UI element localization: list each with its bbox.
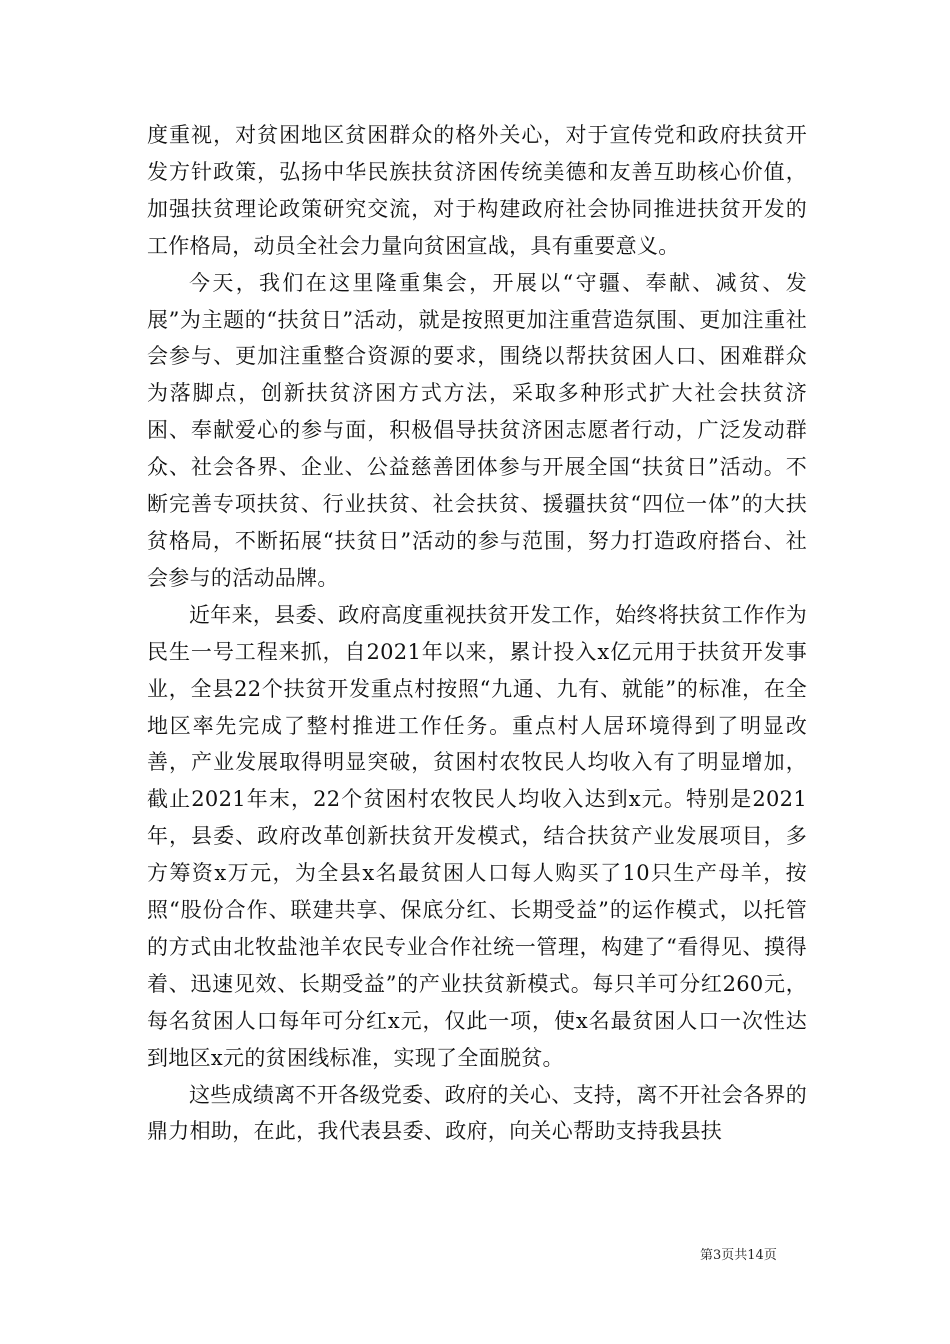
page-number-footer: 第3页共14页 bbox=[700, 1248, 777, 1263]
document-body bbox=[147, 117, 807, 1150]
paragraph-continuation: 度重视，对贫困地区贫困群众的格外关心，对于宣传党和政府扶贫开发方针政策，弘扬中华民族扶贫济困传统美德和友善互助核心价值，加强扶贫理论政策研究交流，对于构建政府社会协同推进扶贫开发的工作格局，动员全社会力量向贫困宣战，具有重要意义。 bbox=[147, 123, 807, 258]
paragraph-recent-achievements: 近年来，县委、政府高度重视扶贫开发工作，始终将扶贫工作作为民生一号工程来抓，自2021年以来，累计投入x亿元用于扶贫开发事业，全县22个扶贫开发重点村按照“九通、九有、就能”的标准，在全地区率先完成了整村推进工作任务。重点村人居环境得到了明显改善，产业发展取得明显突破，贫困村农牧民人均收入有了明显增加，截止2021年末，22个贫困村农牧民人均收入达到x元。特别是2021年，县委、政府改革创新扶贫开发模式，结合扶贫产业发展项目，多方筹资x万元，为全县x名最贫困人口每人购买了10只生产母羊，按照“股份合作、联建共享、保底分红、长期受益”的运作模式，以托管的方式由北牧盐池羊农民专业合作社统一管理，构建了“看得见、摸得着、迅速见效、长期受益”的产业扶贫新模式。每只羊可分红260元，每名贫困人口每年可分红x元，仅此一项，使x名最贫困人口一次性达到地区x元的贫困线标准，实现了全面脱贫。 bbox=[147, 602, 807, 1070]
paragraph-poverty-day-event: 今天，我们在这里隆重集会，开展以“守疆、奉献、减贫、发展”为主题的“扶贫日”活动，就是按照更加注重营造氛围、更加注重社会参与、更加注重整合资源的要求，围绕以帮扶贫困人口、困难群众为落脚点，创新扶贫济困方式方法，采取多种形式扩大社会扶贫济困、奉献爱心的参与面，积极倡导扶贫济困志愿者行动，广泛发动群众、社会各界、企业、公益慈善团体参与开展全国“扶贫日”活动。不断完善专项扶贫、行业扶贫、社会扶贫、援疆扶贫“四位一体”的大扶贫格局，不断拓展“扶贫日”活动的参与范围，努力打造政府搭台、社会参与的活动品牌。 bbox=[147, 270, 807, 590]
paragraph-acknowledgement: 这些成绩离不开各级党委、政府的关心、支持，离不开社会各界的鼎力相助，在此，我代表县委、政府，向关心帮助支持我县扶 bbox=[147, 1082, 807, 1144]
